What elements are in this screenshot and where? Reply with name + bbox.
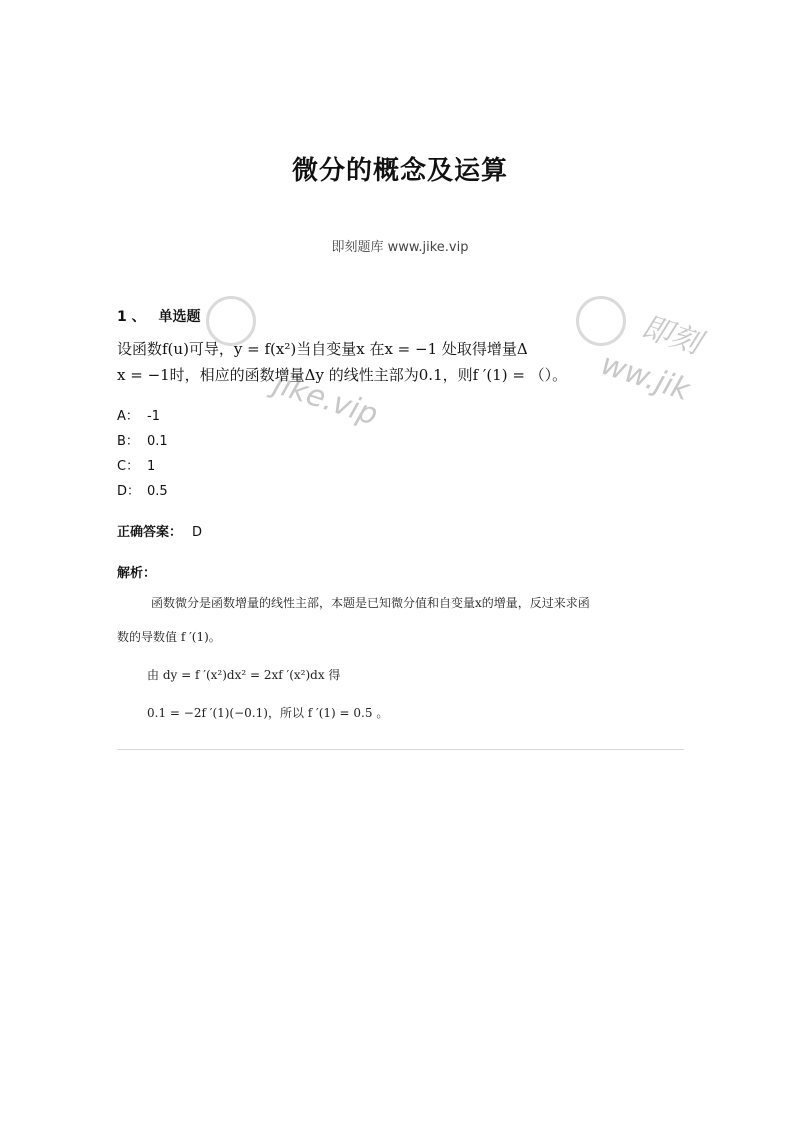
option-letter: D： — [117, 484, 141, 499]
analysis-line-4: 0.1 = −2f ′(1)(−0.1)，所以 f ′(1) = 0.5 。 — [147, 706, 389, 720]
options-list — [117, 404, 168, 504]
option-value: -1 — [147, 409, 160, 424]
divider — [117, 749, 684, 750]
question-type: 单选题 — [158, 309, 201, 325]
answer-value: D — [192, 525, 203, 540]
watermark-text-left: jike.vip — [269, 366, 382, 433]
question-number: 1 、 — [117, 309, 146, 325]
question-stem-image — [117, 330, 687, 433]
question-stem-line-1: 设函数f(u)可导，y = f(x²)当自变量x 在x = −1 处取得增量Δ — [117, 340, 528, 358]
analysis-line-1: 函数微分是函数增量的线性主部，本题是已知微分值和自变量x的增量，反过来求函 — [151, 596, 590, 610]
option-b[interactable] — [117, 429, 168, 454]
watermark-text-right-top: 即刻 — [636, 309, 705, 362]
option-value: 0.1 — [147, 434, 168, 449]
question-stem-line-2: x = −1时，相应的函数增量Δy 的线性主部为0.1，则f ′(1) = （）。 — [117, 366, 568, 384]
source-line: 即刻题库 www.jike.vip — [331, 240, 469, 255]
option-letter: A： — [117, 409, 139, 424]
watermark-text-right-bottom: ww.jik — [596, 346, 694, 409]
question-header — [117, 306, 201, 326]
option-a[interactable] — [117, 404, 168, 429]
analysis-image — [117, 588, 677, 728]
correct-answer — [117, 521, 202, 540]
option-letter: C： — [117, 459, 140, 474]
option-value: 0.5 — [147, 484, 168, 499]
analysis-line-2: 数的导数值 f ′(1)。 — [117, 630, 221, 644]
option-d[interactable] — [117, 479, 168, 504]
analysis-line-3: 由 dy = f ′(x²)dx² = 2xf ′(x²)dx 得 — [147, 668, 341, 682]
answer-label: 正确答案： — [117, 525, 183, 540]
analysis-label: 解析： — [117, 566, 157, 581]
page-title: 微分的概念及运算 — [291, 156, 508, 186]
option-value: 1 — [147, 459, 156, 474]
option-c[interactable] — [117, 454, 168, 479]
option-letter: B： — [117, 434, 139, 449]
